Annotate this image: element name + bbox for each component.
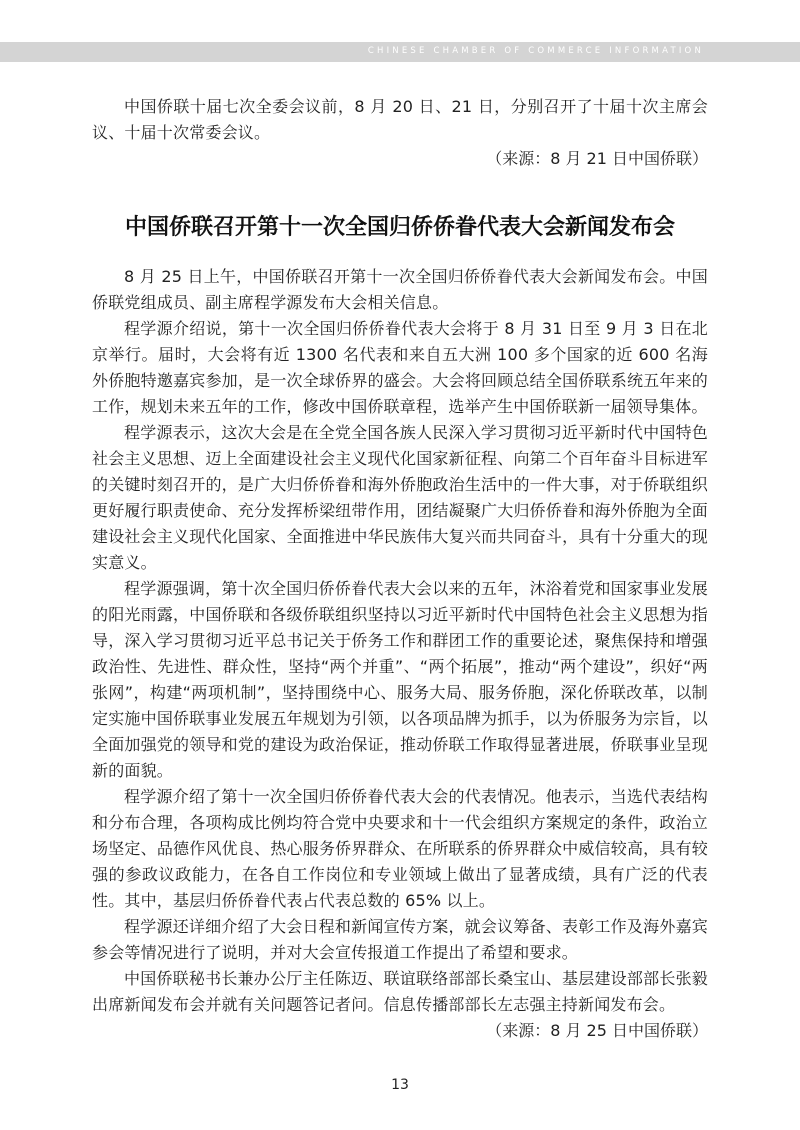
article-paragraph-3: 程学源表示，这次大会是在全党全国各族人民深入学习贯彻习近平新时代中国特色社会主义思想、迈上全面建设社会主义现代化国家新征程、向第二个百年奋斗目标进军的关键时刻召开的，是广大归侨侨眷和海外侨胞政治生活中的一件大事，对于侨联组织更好履行职责使命、充分发挥桥梁纽带作用，团结凝聚广大归侨侨眷和海外侨胞为全面建设社会主义现代化国家、全面推进中华民族伟大复兴而共同奋斗，具有十分重大的现实意义。	[92, 423, 708, 572]
page-number: 13	[391, 1077, 409, 1093]
article-paragraph-5: 程学源介绍了第十一次全国归侨侨眷代表大会的代表情况。他表示，当选代表结构和分布合理，各项构成比例均符合党中央要求和十一代会组织方案规定的条件，政治立场坚定、品德作风优良、热心服务侨界群众、在所联系的侨界群众中威信较高，具有较强的参政议政能力，在各自工作岗位和专业领域上做出了显著成绩，具有广泛的代表性。其中，基层归侨侨眷代表占代表总数的 65% 以上。	[92, 787, 708, 910]
intro-source: （来源：8 月 21 日中国侨联）	[486, 149, 708, 168]
article-paragraph-1: 8 月 25 日上午，中国侨联召开第十一次全国归侨侨眷代表大会新闻发布会。中国侨联党组成员、副主席程学源发布大会相关信息。	[92, 267, 708, 312]
page-content	[92, 94, 708, 1044]
article-paragraph-7: 中国侨联秘书长兼办公厅主任陈迈、联谊联络部部长桑宝山、基层建设部部长张毅出席新闻发布会并就有关问题答记者问。信息传播部部长左志强主持新闻发布会。	[92, 969, 708, 1014]
header-banner-text: CHINESE CHAMBER OF COMMERCE INFORMATION	[367, 46, 704, 56]
article-paragraph-4: 程学源强调，第十次全国归侨侨眷代表大会以来的五年，沐浴着党和国家事业发展的阳光雨露，中国侨联和各级侨联组织坚持以习近平新时代中国特色社会主义思想为指导，深入学习贯彻习近平总书记关于侨务工作和群团工作的重要论述，聚焦保持和增强政治性、先进性、群众性，坚持“两个并重”、“两个拓展”，推动“两个建设”，织好“两张网”，构建“两项机制”，坚持围绕中心、服务大局、服务侨胞，深化侨联改革，以制定实施中国侨联事业发展五年规划为引领，以各项品牌为抓手，以为侨服务为宗旨，以全面加强党的领导和党的建设为政治保证，推动侨联工作取得显著进展，侨联事业呈现新的面貌。	[92, 579, 708, 780]
article-paragraph-6: 程学源还详细介绍了大会日程和新闻宣传方案，就会议筹备、表彰工作及海外嘉宾参会等情况进行了说明，并对大会宣传报道工作提出了希望和要求。	[92, 917, 708, 962]
article-title: 中国侨联召开第十一次全国归侨侨眷代表大会新闻发布会	[124, 215, 675, 240]
article-paragraph-2: 程学源介绍说，第十一次全国归侨侨眷代表大会将于 8 月 31 日至 9 月 3 日在北京举行。届时，大会将有近 1300 名代表和来自五大洲 100 多个国家的近 600 名海外侨胞特邀嘉宾参加，是一次全球侨界的盛会。大会将回顾总结全国侨联系统五年来的工作，规划未来五年的工作，修改中国侨联章程，选举产生中国侨联新一届领导集体。	[92, 319, 708, 416]
article-source: （来源：8 月 25 日中国侨联）	[486, 1021, 708, 1040]
intro-paragraph: 中国侨联十届七次全委会议前，8 月 20 日、21 日，分别召开了十届十次主席会议、十届十次常委会议。	[92, 97, 708, 142]
